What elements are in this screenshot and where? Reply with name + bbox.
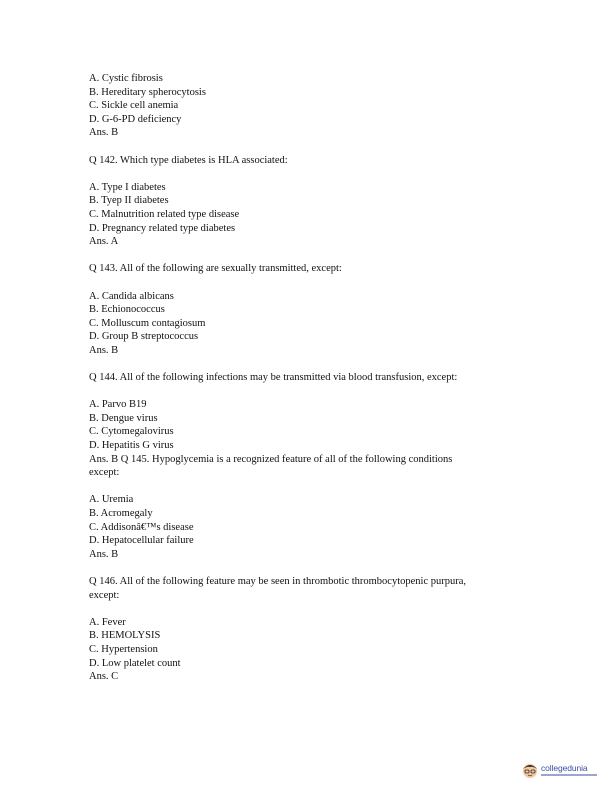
blank-line <box>89 167 529 181</box>
option-line: B. Acromegaly <box>89 508 153 519</box>
option-line: B. Hereditary spherocytosis <box>89 86 206 98</box>
option-line: A. Candida albicans <box>89 290 174 302</box>
blank-line <box>89 602 529 616</box>
option-line: D. Group B streptococcus <box>89 331 199 343</box>
text-line: except: <box>89 467 120 479</box>
option-line: A. Type I diabetes <box>89 181 166 193</box>
option-line: C. Hypertension <box>89 643 158 655</box>
answer-line: Ans. A <box>89 236 119 248</box>
option-line: C. Malnutrition related type disease <box>89 208 240 220</box>
logo-text: collegedunia <box>541 763 588 773</box>
collegedunia-logo <box>520 758 600 784</box>
option-line: B. Tyep II diabetes <box>89 195 169 207</box>
answer-line: Ans. C <box>89 671 119 683</box>
option-line: A. Cystic fibrosis <box>89 73 163 84</box>
answer-line: Ans. B Q 145. Hypoglycemia is a recognized feature of all of the following conditions <box>89 453 453 465</box>
option-line: D. Hepatitis G virus <box>89 440 174 452</box>
option-line: A. Fever <box>89 616 126 628</box>
option-line: B. HEMOLYSIS <box>89 630 161 642</box>
blank-line <box>89 480 529 494</box>
option-line: A. Uremia <box>89 494 134 506</box>
blank-line <box>89 357 529 371</box>
mascot-icon <box>520 760 540 780</box>
option-line: A. Parvo B19 <box>89 399 147 411</box>
answer-line: Ans. B <box>89 548 119 560</box>
option-line: C. Cytomegalovirus <box>89 426 174 438</box>
blank-line <box>89 140 529 154</box>
option-line: B. Dengue virus <box>89 412 158 424</box>
blank-line <box>89 276 529 290</box>
question-text: Q 146. All of the following feature may be seen in thrombotic thrombocytopenic purpura, <box>89 575 467 587</box>
option-line: C. Molluscum contagiosum <box>89 317 206 329</box>
text-line: except: <box>89 589 120 601</box>
logo-tagline-bar <box>541 774 597 776</box>
option-line: B. Echionococcus <box>89 304 165 316</box>
blank-line <box>89 249 529 263</box>
answer-line: Ans. B <box>89 127 119 139</box>
blank-line <box>89 561 529 575</box>
option-line: C. Sickle cell anemia <box>89 100 179 112</box>
question-text: Q 144. All of the following infections may be transmitted via blood transfusion, except: <box>89 372 458 384</box>
option-line: D. Hepatocellular failure <box>89 535 194 547</box>
option-line: D. G-6-PD deficiency <box>89 113 182 125</box>
answer-line: Ans. B <box>89 344 119 356</box>
question-text: Q 143. All of the following are sexually transmitted, except: <box>89 263 342 275</box>
option-line: C. Addisonâ€™s disease <box>89 521 194 533</box>
question-content <box>89 72 529 684</box>
blank-line <box>89 385 529 399</box>
option-line: D. Pregnancy related type diabetes <box>89 222 236 234</box>
option-line: D. Low platelet count <box>89 657 181 669</box>
question-text: Q 142. Which type diabetes is HLA associated: <box>89 154 288 166</box>
